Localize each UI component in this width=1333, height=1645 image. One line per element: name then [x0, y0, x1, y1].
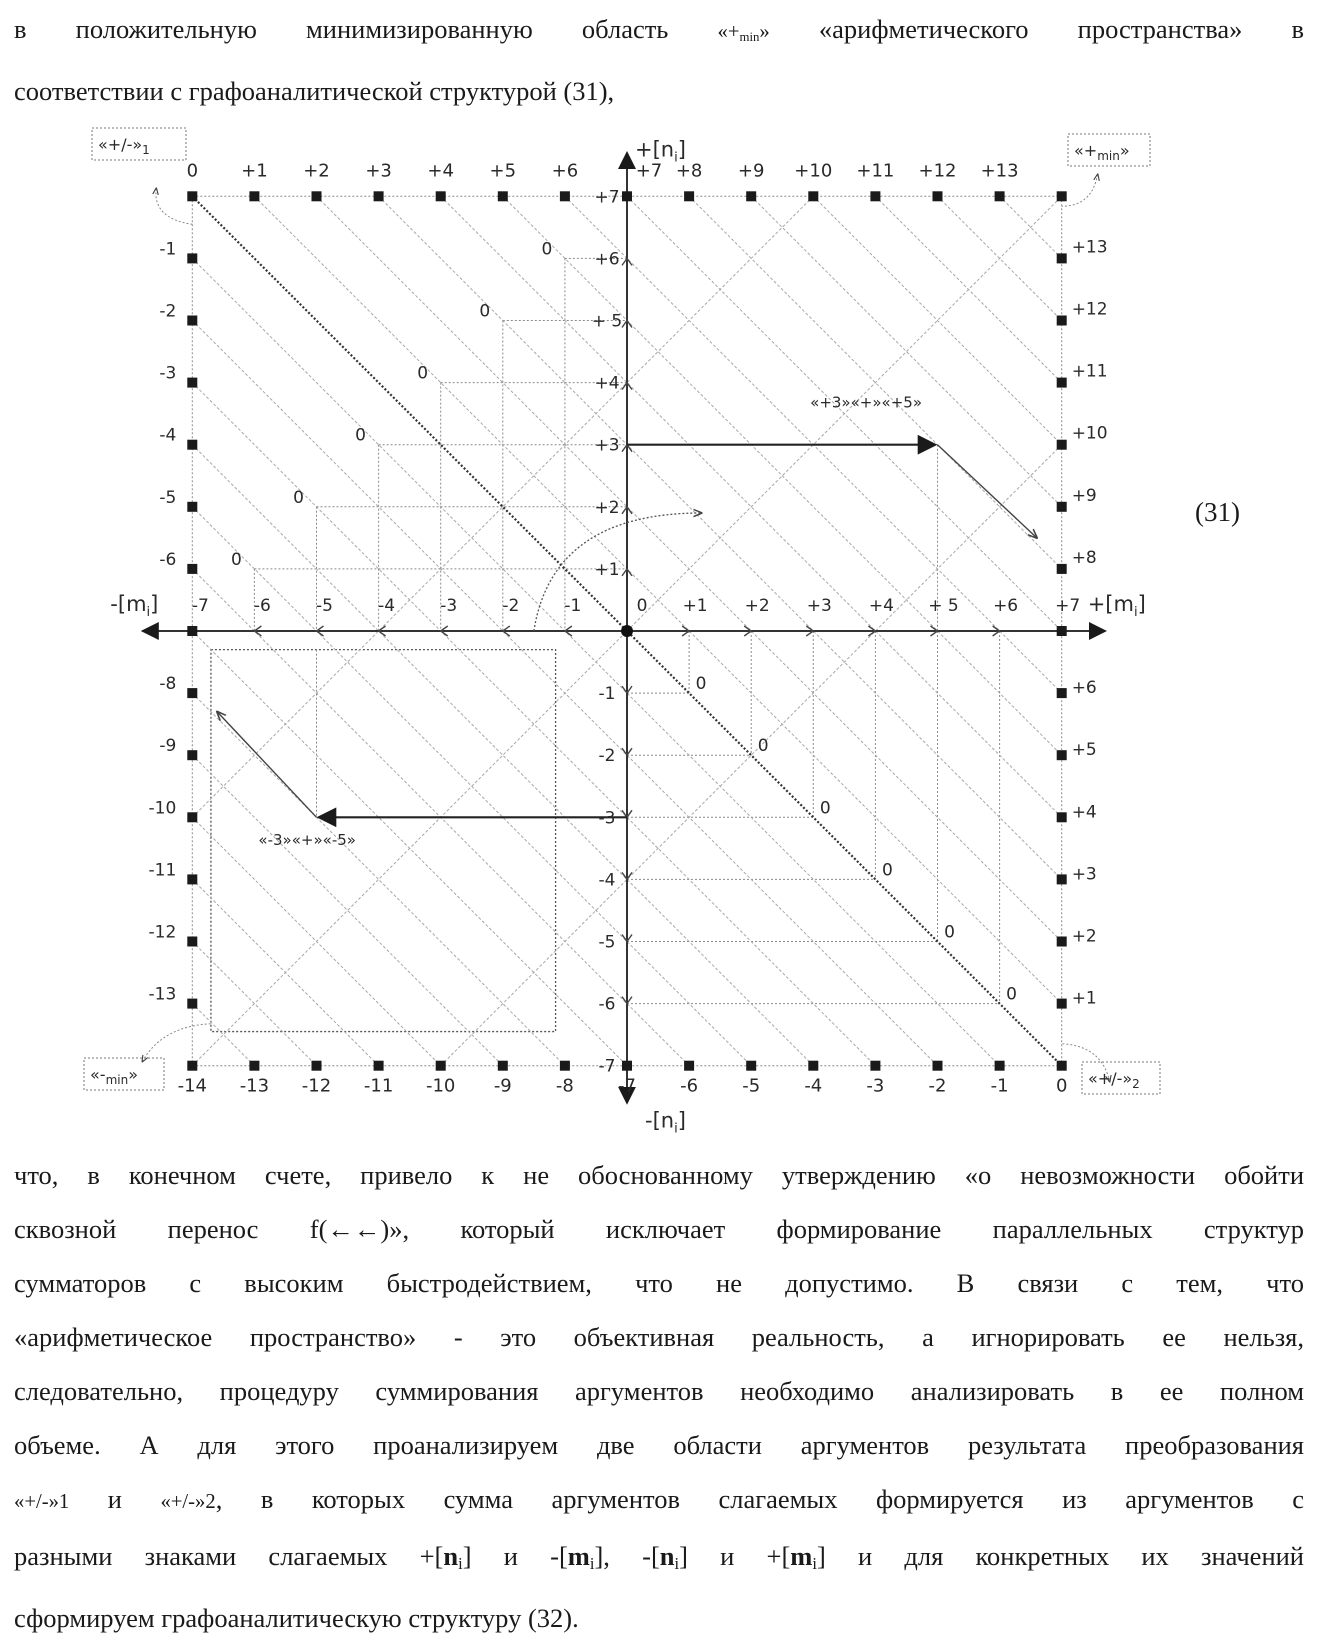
right-col-label: +3 [1072, 864, 1097, 884]
left-col-marker [187, 440, 197, 450]
bottom-row-marker [312, 1061, 322, 1071]
x-tick-label: -5 [316, 596, 333, 616]
bottom-row-marker [933, 1061, 943, 1071]
top-row-label: +2 [303, 160, 330, 181]
left-col-marker [187, 688, 197, 698]
x-tick-label: -1 [564, 596, 581, 616]
zero-label: 0 [231, 550, 242, 570]
y-tick-label: +4 [594, 374, 619, 394]
top-row-marker [622, 191, 632, 201]
x-tick-label: + 5 [928, 596, 958, 616]
negative-result-arrow [217, 712, 316, 818]
right-col-marker [1057, 688, 1067, 698]
right-col-marker [1057, 378, 1067, 388]
right-col-label: +11 [1072, 362, 1108, 382]
x-tick-label: +4 [869, 596, 894, 616]
top-row-label: +8 [676, 160, 703, 181]
positive-result-arrow [938, 445, 1037, 538]
corner-label-top-left: «+/-»1 [98, 135, 150, 157]
paragraph-bottom-line-1: что, в конечном счете, привело к не обоснованному утверждению «о невозможности обойти [14, 1148, 1304, 1202]
n-axis-negative-label: -[ni] [645, 1109, 686, 1137]
right-col-label: +8 [1072, 548, 1097, 568]
right-col-label: +4 [1072, 802, 1097, 822]
top-row-label: +9 [738, 160, 765, 181]
corner-label-top-right: «+min» [1074, 141, 1130, 163]
bottom-row-label: -2 [929, 1076, 947, 1097]
x-tick-label: +6 [993, 596, 1018, 616]
bottom-row-label: -6 [680, 1076, 698, 1097]
corner-pointer [1062, 174, 1098, 206]
left-col-label: -4 [159, 426, 176, 446]
right-col-marker [1057, 874, 1067, 884]
top-row-label: +10 [794, 160, 832, 181]
top-row-marker [249, 191, 259, 201]
x-tick-label: +3 [807, 596, 832, 616]
x-tick-label: -6 [254, 596, 271, 616]
top-row-marker [436, 191, 446, 201]
top-row-marker [746, 191, 756, 201]
right-col-marker [1057, 812, 1067, 822]
top-row-label: +12 [919, 160, 957, 181]
bottom-row-label: -7 [618, 1076, 636, 1097]
top-row-label: +4 [427, 160, 454, 181]
zero-label: 0 [1006, 985, 1017, 1005]
y-tick-label: -6 [599, 995, 616, 1015]
y-tick-label: -4 [599, 870, 616, 890]
m-axis-positive-label: +[mi] [1088, 592, 1146, 620]
bottom-row-label: -12 [302, 1076, 331, 1097]
bottom-row-marker [498, 1061, 508, 1071]
bottom-row-marker [187, 1061, 197, 1071]
top-row-marker [498, 191, 508, 201]
corner-label-bottom-right: «+/-»2 [1088, 1069, 1140, 1091]
zero-label: 0 [479, 302, 490, 322]
paragraph-top-line-2: соответствии с графоаналитической структурой (31), [14, 64, 1304, 118]
right-col-label: +1 [1072, 989, 1097, 1009]
x-tick-label: +2 [745, 596, 770, 616]
zero-label: 0 [820, 798, 831, 818]
bottom-row-marker [374, 1061, 384, 1071]
top-row-marker [187, 191, 197, 201]
right-col-label: +10 [1072, 424, 1108, 444]
bottom-row-marker [436, 1061, 446, 1071]
left-col-marker [187, 564, 197, 574]
right-col-label: +5 [1072, 740, 1097, 760]
x-tick-label: -4 [378, 596, 395, 616]
y-tick-label: +6 [594, 249, 619, 269]
paragraph-bottom-line-5: следовательно, процедуру суммирования аргументов необходимо анализировать в ее полном [14, 1364, 1304, 1418]
top-row-label: +13 [981, 160, 1019, 181]
left-col-marker [187, 253, 197, 263]
right-col-label: +9 [1072, 486, 1097, 506]
right-col-label: +2 [1072, 927, 1097, 947]
left-col-label: -12 [149, 923, 177, 943]
top-row-marker [808, 191, 818, 201]
bottom-row-label: -3 [866, 1076, 884, 1097]
left-col-marker [187, 750, 197, 760]
x-tick-label: +7 [1055, 596, 1080, 616]
left-col-marker [187, 812, 197, 822]
x-tick-label: +1 [683, 596, 708, 616]
y-tick-label: + 5 [592, 312, 622, 332]
x-tick-label: -2 [502, 596, 519, 616]
positive-example-label: «+3»«+»«+5» [810, 393, 922, 411]
top-row-marker [995, 191, 1005, 201]
left-col-label: -3 [159, 364, 176, 384]
cross-diagonal-line [192, 196, 813, 817]
y-tick-label: -1 [599, 684, 616, 704]
bottom-row-marker [995, 1061, 1005, 1071]
top-row-label: +7 [636, 160, 663, 181]
negative-example-label: «-3»«+»«-5» [258, 831, 356, 849]
corner-pointer [142, 1024, 212, 1062]
n-axis-positive-label: +[ni] [635, 137, 686, 165]
bottom-row-label: -4 [804, 1076, 822, 1097]
bottom-row-label: -1 [991, 1076, 1009, 1097]
bottom-row-label: -13 [240, 1076, 269, 1097]
top-row-label: +6 [552, 160, 579, 181]
top-row-label: +5 [490, 160, 517, 181]
zero-label: 0 [758, 736, 769, 756]
paragraph-bottom-line-8: разными знаками слагаемых +[ni] и -[mi], -[ni] и +[mi] и для конкретных их значений [14, 1529, 1304, 1591]
left-col-label: -1 [159, 239, 176, 259]
bottom-row-marker [1057, 1061, 1067, 1071]
right-col-marker [1057, 750, 1067, 760]
top-row-marker [312, 191, 322, 201]
bottom-row-marker [560, 1061, 570, 1071]
left-col-label: -10 [149, 798, 177, 818]
y-tick-label: -5 [599, 933, 616, 953]
y-tick-label: +2 [594, 498, 619, 518]
axes [143, 153, 1106, 1103]
bottom-row-label: 0 [1056, 1076, 1067, 1097]
top-row-label: +3 [365, 160, 392, 181]
plus-min-term: «+min» [718, 21, 770, 43]
top-row-marker [1057, 191, 1067, 201]
zero-label: 0 [417, 364, 428, 384]
origin-dot [621, 625, 633, 637]
top-row-marker [933, 191, 943, 201]
top-row-marker [870, 191, 880, 201]
paragraph-bottom-line-7: «+/-»1 и «+/-»2, в которых сумма аргументов слагаемых формируется из аргументов с [14, 1472, 1304, 1529]
right-col-marker [1057, 502, 1067, 512]
right-col-marker [1057, 937, 1067, 947]
right-col-marker [1057, 999, 1067, 1009]
x-tick-label: 0 [637, 596, 648, 616]
x-tick-label: -7 [192, 596, 209, 616]
y-tick-label: -3 [599, 808, 616, 828]
left-col-marker [187, 316, 197, 326]
left-col-marker [187, 502, 197, 512]
top-row-label: +1 [241, 160, 268, 181]
bottom-row-label: -8 [556, 1076, 574, 1097]
bottom-row-marker [684, 1061, 694, 1071]
top-row-marker [374, 191, 384, 201]
right-col-label: +12 [1072, 300, 1108, 320]
bottom-row-label: -10 [426, 1076, 455, 1097]
zero-label: 0 [293, 488, 304, 508]
zero-label: 0 [541, 239, 552, 259]
right-col-marker [1057, 440, 1067, 450]
bottom-row-marker [870, 1061, 880, 1071]
equation-number: (31) [1195, 497, 1240, 528]
corner-pointer [156, 188, 192, 224]
paragraph-bottom-line-6: объеме. А для этого проанализируем две области аргументов результата преобразования [14, 1418, 1304, 1472]
left-col-label: -6 [159, 550, 176, 570]
bottom-row-marker [808, 1061, 818, 1071]
top-row-label: 0 [187, 160, 198, 181]
bottom-row-marker [249, 1061, 259, 1071]
left-col-marker [187, 999, 197, 1009]
y-tick-label: +7 [594, 187, 619, 207]
graph-analytic-diagram [0, 110, 1333, 1140]
left-col-marker [187, 378, 197, 388]
right-col-marker [1057, 316, 1067, 326]
left-col-marker [187, 937, 197, 947]
bottom-row-label: -9 [494, 1076, 512, 1097]
hatch-line [192, 1004, 254, 1066]
left-col-label: -8 [159, 674, 176, 694]
top-row-label: +11 [856, 160, 894, 181]
left-col-label: -13 [149, 985, 177, 1005]
y-tick-label: -7 [599, 1057, 616, 1077]
left-col-marker [187, 626, 197, 636]
top-row-marker [684, 191, 694, 201]
y-tick-label: -2 [599, 746, 616, 766]
left-col-label: -5 [159, 488, 176, 508]
y-tick-label: +1 [594, 560, 619, 580]
right-col-marker [1057, 626, 1067, 636]
left-col-label: -9 [159, 736, 176, 756]
top-row-marker [560, 191, 570, 201]
bottom-row-label: -14 [178, 1076, 207, 1097]
paragraph-bottom-line-2: сквозной перенос f(←←)», который исключает формирование параллельных структур [14, 1202, 1304, 1256]
tick-labels [110, 137, 1145, 1136]
paragraph-top [14, 2, 1304, 118]
paragraph-bottom [14, 1148, 1304, 1645]
right-col-label: +13 [1072, 237, 1108, 257]
bottom-row-marker [622, 1061, 632, 1071]
right-col-marker [1057, 253, 1067, 263]
paragraph-top-line-1: в положительную минимизированную область «+min» «арифметического пространства» в [14, 2, 1304, 64]
zero-label: 0 [696, 674, 707, 694]
m-axis-negative-label: -[mi] [110, 592, 158, 620]
x-tick-label: -3 [440, 596, 457, 616]
left-col-label: -11 [149, 860, 177, 880]
y-tick-label: +3 [594, 436, 619, 456]
right-col-marker [1057, 564, 1067, 574]
bottom-row-label: -5 [742, 1076, 760, 1097]
corner-label-bottom-left: «-min» [90, 1065, 138, 1087]
right-col-label: +6 [1072, 678, 1097, 698]
left-col-marker [187, 874, 197, 884]
paragraph-bottom-line-3: сумматоров с высоким быстродействием, что не допустимо. В связи с тем, что [14, 1256, 1304, 1310]
paragraph-bottom-line-9: сформируем графоаналитическую структуру (32). [14, 1591, 1304, 1645]
zero-label: 0 [882, 860, 893, 880]
bottom-row-marker [746, 1061, 756, 1071]
zero-label: 0 [944, 923, 955, 943]
bottom-row-label: -11 [364, 1076, 393, 1097]
zero-label: 0 [355, 426, 366, 446]
paragraph-bottom-line-4: «арифметическое пространство» - это объективная реальность, а игнорировать ее нельзя, [14, 1310, 1304, 1364]
left-col-label: -2 [159, 302, 176, 322]
